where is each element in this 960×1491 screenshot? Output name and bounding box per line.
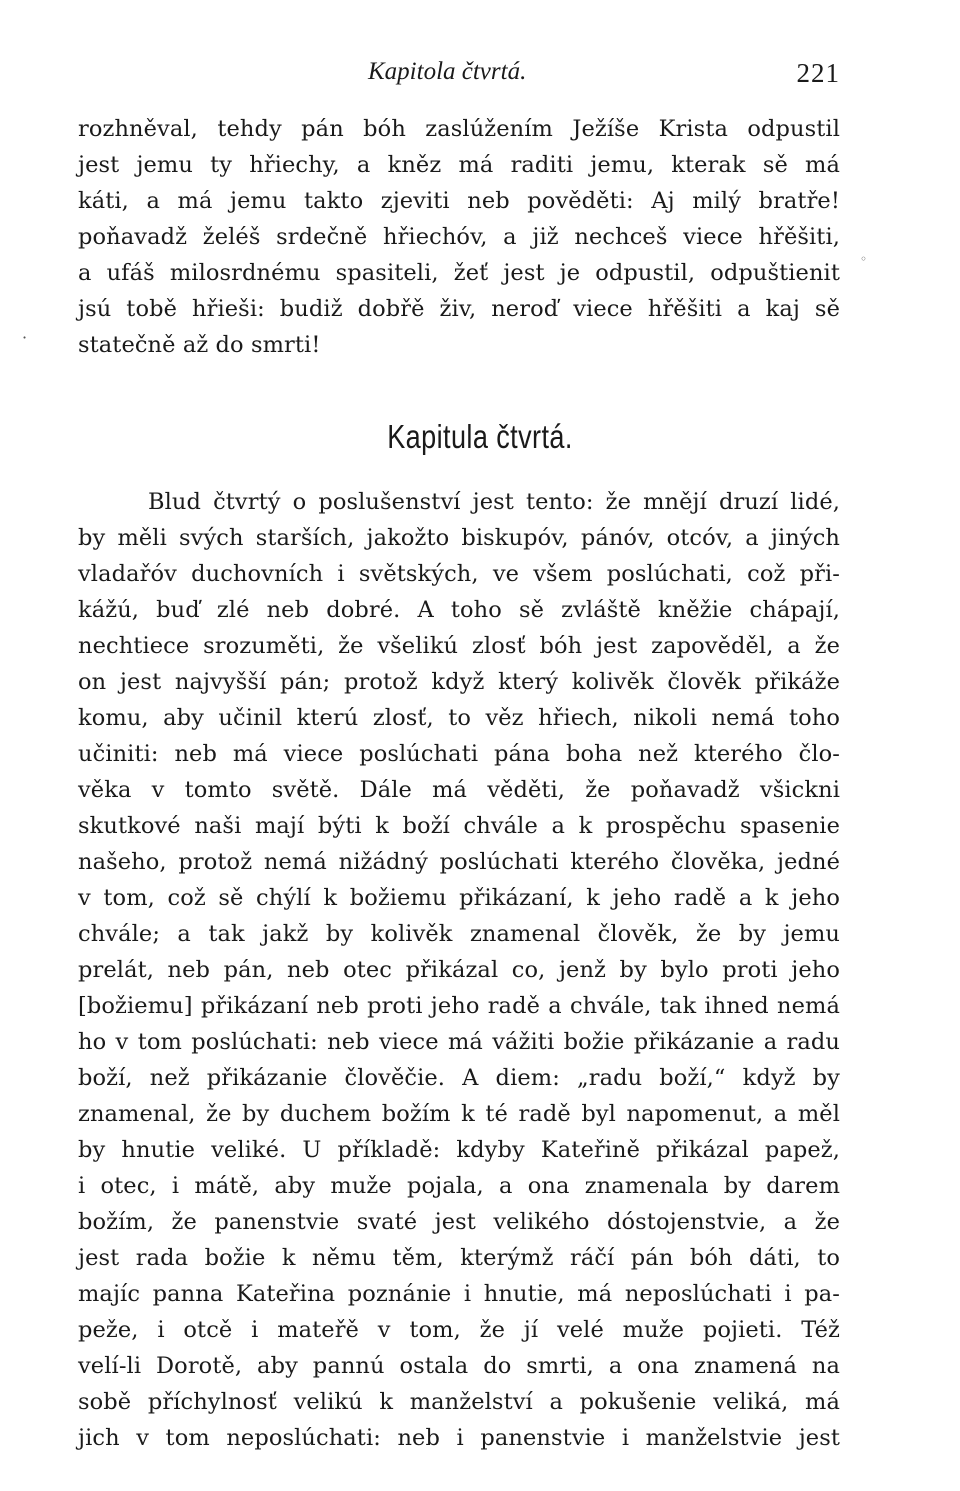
text-line: našeho, protož nemá nižádný poslúchati kterého člověka, jedné: [78, 849, 840, 875]
running-head: [78, 58, 840, 94]
text-line: by měli svých starších, jakožto biskupóv, pánóv, otcóv, a jiných: [78, 525, 840, 551]
text-line: kážú, buď zlé neb dobré. A toho sě zvláště kněžie chápají,: [78, 597, 840, 623]
running-title: Kapitola čtvrtá.: [368, 58, 527, 85]
text-line: skutkové naši mají býti k boží chvále a k prospěchu spasenie: [78, 813, 840, 839]
chapter-heading: Kapitula čtvrtá.: [387, 418, 573, 455]
text-line: boží, než přikázanie člověčie. A diem: „radu boží,“ když by: [78, 1065, 840, 1091]
text-line: a ufáš milosrdnému spasiteli, žeť jest je odpustil, odpuštienit: [78, 260, 840, 286]
text-line: statečně až do smrti!: [78, 332, 321, 358]
text-line: velí-li Dorotě, aby pannú ostala do smrti, a ona znamená na: [78, 1353, 840, 1379]
text-line: rozhněval, tehdy pán bóh zaslúžením Ježíše Krista odpustil: [78, 116, 840, 142]
text-line: prelát, neb pán, neb otec přikázal co, jenž by bylo proti jeho: [78, 957, 840, 983]
text-line: jest jemu ty hřiechy, a kněz má raditi jemu, kterak sě má: [78, 152, 840, 178]
text-line: věka v tomto světě. Dále má věděti, že poňavadž všickni: [78, 777, 840, 803]
margin-mark: ◦: [860, 252, 868, 266]
text-line: peže, i otcě i mateřě v tom, že jí velé muže pojieti. Též: [78, 1317, 840, 1343]
text-line: Blud čtvrtý o poslušenství jest tento: že mnějí druzí lidé,: [148, 489, 840, 515]
continuation-paragraph: [78, 111, 840, 363]
text-line: i otec, i mátě, aby muže pojala, a ona znamenala by darem: [78, 1173, 840, 1199]
chapter-paragraph: [78, 484, 840, 1456]
text-line: majíc panna Kateřina poznánie i hnutie, má neposlúchati i pa-: [78, 1281, 840, 1307]
text-line: by hnutie veliké. U příkladě: kdyby Kateřině přikázal papež,: [78, 1137, 840, 1163]
text-line: káti, a má jemu takto zjeviti neb pověděti: Aj milý bratře!: [78, 188, 840, 214]
text-line: božím, že panenstvie svaté jest velikého dóstojenstvie, a že: [78, 1209, 840, 1235]
text-line: znamenal, že by duchem božím k té radě byl napomenut, a měl: [78, 1101, 840, 1127]
page-number: 221: [796, 58, 840, 88]
text-line: v tom, což sě chýlí k božiemu přikázaní, k jeho radě a k jeho: [78, 885, 840, 911]
margin-mark: ·: [22, 328, 28, 347]
text-line: vladařóv duchovních i světských, ve všem poslúchati, což při-: [78, 561, 840, 587]
text-line: chvále; a tak jakž by kolivěk znamenal člověk, že by jemu: [78, 921, 840, 947]
text-line: sobě příchylnosť velikú k manželství a pokušenie veliká, má: [78, 1389, 840, 1415]
text-line: ho v tom poslúchati: neb viece má vážiti božie přikázanie a radu: [78, 1029, 840, 1055]
text-line: jest rada božie k němu těm, kterýmž ráčí pán bóh dáti, to: [78, 1245, 840, 1271]
text-line: učiniti: neb má viece poslúchati pána boha než kterého člo-: [78, 741, 840, 767]
text-line: on jest najvyšší pán; protož když který kolivěk člověk přikáže: [78, 669, 840, 695]
text-line: komu, aby učinil kterú zlosť, to věz hřiech, nikoli nemá toho: [78, 705, 840, 731]
text-line: poňavadž želéš srdečně hřiechóv, a již nechceš viece hřěšiti,: [78, 224, 840, 250]
text-line: nechtiece srozuměti, že všelikú zlosť bóh jest zapověděl, a že: [78, 633, 840, 659]
text-line: jich v tom neposlúchati: neb i panenstvie i manželstvie jest: [78, 1425, 840, 1451]
text-line: jsú tobě hřieši: budiž dobřě živ, neroď viece hřěšiti a kaj sě: [78, 296, 840, 322]
text-line: [božiemu] přikázaní neb proti jeho radě a chvále, tak ihned nemá: [78, 993, 840, 1019]
